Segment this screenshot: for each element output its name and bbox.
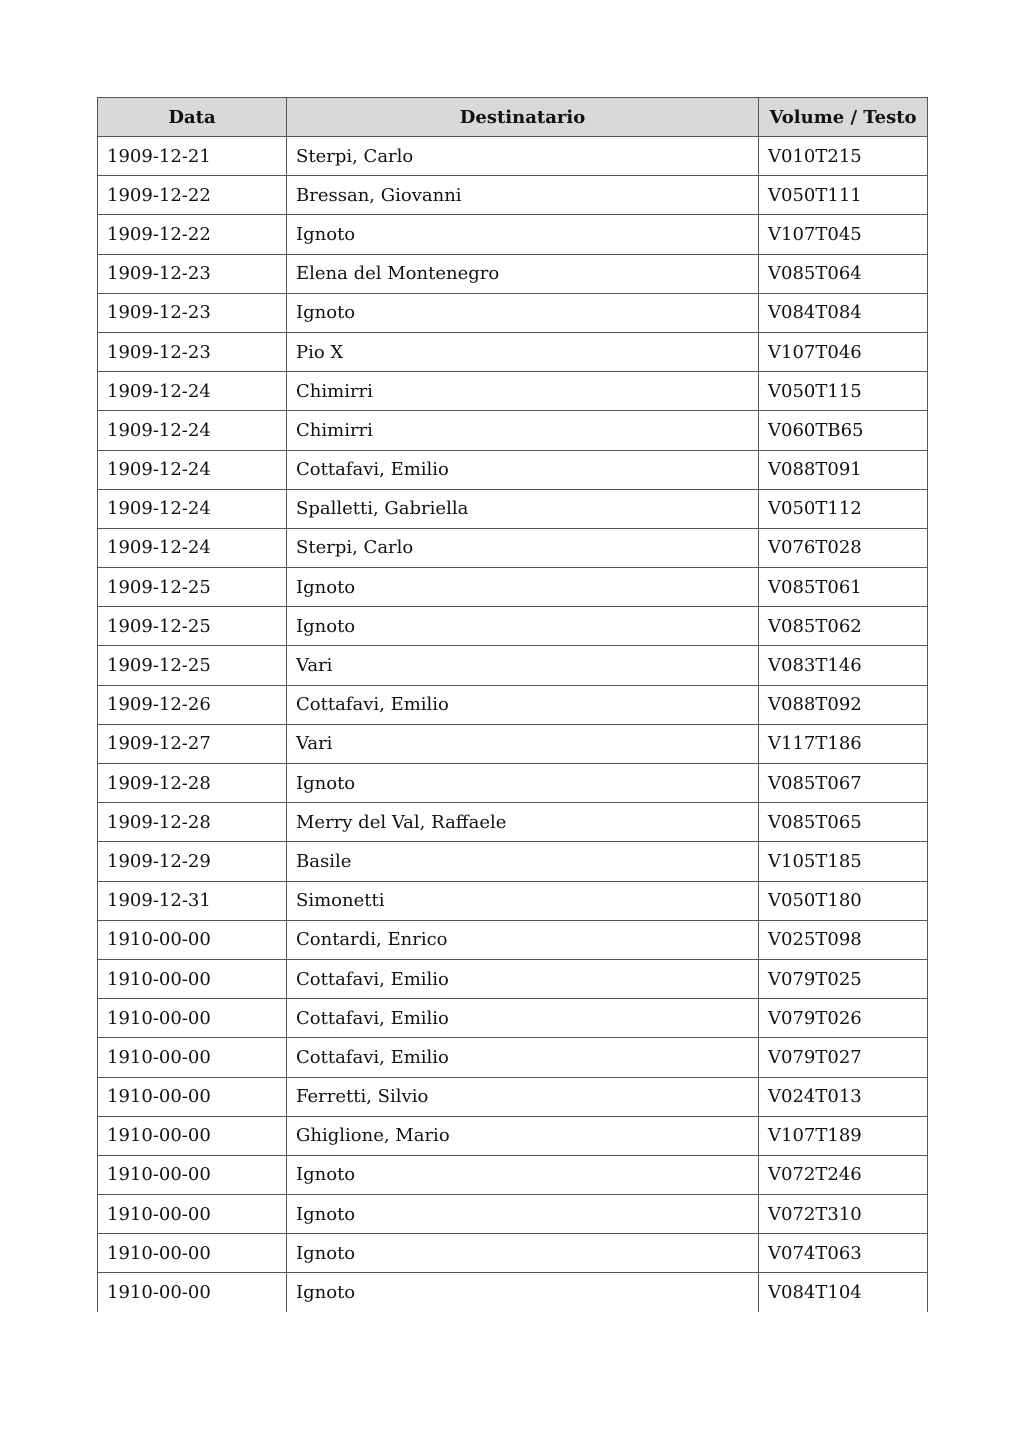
cell-recipient: Cottafavi, Emilio [287,450,759,489]
table-body [98,137,928,1313]
cell-date: 1909-12-24 [98,489,287,528]
cell-date: 1910-00-00 [98,999,287,1038]
cell-date: 1909-12-23 [98,293,287,332]
cell-date: 1910-00-00 [98,959,287,998]
cell-volume: V050T180 [759,881,928,920]
cell-date: 1909-12-25 [98,568,287,607]
cell-volume: V083T146 [759,646,928,685]
cell-volume: V085T062 [759,607,928,646]
table-row [98,332,928,371]
table-row [98,1077,928,1116]
table-row [98,1234,928,1273]
cell-volume: V107T045 [759,215,928,254]
cell-date: 1909-12-28 [98,764,287,803]
cell-volume: V085T064 [759,254,928,293]
cell-date: 1909-12-23 [98,332,287,371]
cell-volume: V050T115 [759,372,928,411]
cell-recipient: Pio X [287,332,759,371]
header-recipient: Destinatario [287,98,759,137]
letters-register-table [97,97,928,1312]
table-row [98,646,928,685]
cell-date: 1910-00-00 [98,920,287,959]
cell-recipient: Cottafavi, Emilio [287,959,759,998]
cell-date: 1910-00-00 [98,1155,287,1194]
cell-recipient: Spalletti, Gabriella [287,489,759,528]
cell-recipient: Vari [287,724,759,763]
table-row [98,685,928,724]
table-row [98,959,928,998]
cell-volume: V085T061 [759,568,928,607]
cell-recipient: Ignoto [287,1234,759,1273]
cell-volume: V076T028 [759,528,928,567]
cell-date: 1910-00-00 [98,1195,287,1234]
cell-recipient: Cottafavi, Emilio [287,685,759,724]
table-row [98,1038,928,1077]
cell-volume: V024T013 [759,1077,928,1116]
table-row [98,881,928,920]
cell-date: 1909-12-24 [98,450,287,489]
table-row [98,411,928,450]
cell-volume: V079T027 [759,1038,928,1077]
cell-volume: V107T046 [759,332,928,371]
cell-recipient: Ignoto [287,215,759,254]
cell-date: 1909-12-28 [98,803,287,842]
cell-volume: V025T098 [759,920,928,959]
cell-date: 1909-12-24 [98,372,287,411]
cell-volume: V072T246 [759,1155,928,1194]
cell-recipient: Ignoto [287,607,759,646]
cell-date: 1909-12-23 [98,254,287,293]
cell-date: 1910-00-00 [98,1234,287,1273]
cell-recipient: Sterpi, Carlo [287,528,759,567]
table-row [98,293,928,332]
cell-recipient: Ignoto [287,1195,759,1234]
table-row [98,1195,928,1234]
cell-volume: V088T092 [759,685,928,724]
cell-date: 1910-00-00 [98,1038,287,1077]
table-row [98,724,928,763]
table-row [98,803,928,842]
header-row [98,98,928,137]
cell-volume: V060TB65 [759,411,928,450]
table-header [98,98,928,137]
cell-volume: V085T065 [759,803,928,842]
cell-date: 1910-00-00 [98,1273,287,1312]
cell-date: 1909-12-31 [98,881,287,920]
cell-recipient: Vari [287,646,759,685]
cell-recipient: Ferretti, Silvio [287,1077,759,1116]
header-date: Data [98,98,287,137]
cell-date: 1909-12-27 [98,724,287,763]
table-row [98,215,928,254]
table-row [98,1116,928,1155]
cell-recipient: Sterpi, Carlo [287,137,759,176]
cell-recipient: Basile [287,842,759,881]
cell-volume: V079T026 [759,999,928,1038]
cell-date: 1910-00-00 [98,1077,287,1116]
cell-recipient: Elena del Montenegro [287,254,759,293]
cell-date: 1909-12-26 [98,685,287,724]
cell-recipient: Ghiglione, Mario [287,1116,759,1155]
cell-recipient: Chimirri [287,372,759,411]
cell-date: 1909-12-25 [98,646,287,685]
cell-recipient: Chimirri [287,411,759,450]
cell-recipient: Cottafavi, Emilio [287,1038,759,1077]
cell-recipient: Ignoto [287,293,759,332]
cell-volume: V079T025 [759,959,928,998]
table-row [98,764,928,803]
cell-recipient: Merry del Val, Raffaele [287,803,759,842]
cell-recipient: Ignoto [287,1155,759,1194]
cell-volume: V084T084 [759,293,928,332]
table-row [98,842,928,881]
cell-date: 1909-12-22 [98,176,287,215]
cell-recipient: Cottafavi, Emilio [287,999,759,1038]
cell-volume: V010T215 [759,137,928,176]
table-row [98,450,928,489]
cell-date: 1909-12-29 [98,842,287,881]
cell-recipient: Ignoto [287,568,759,607]
cell-recipient: Simonetti [287,881,759,920]
table-row [98,920,928,959]
cell-volume: V085T067 [759,764,928,803]
cell-date: 1909-12-22 [98,215,287,254]
cell-volume: V105T185 [759,842,928,881]
cell-volume: V117T186 [759,724,928,763]
table-row [98,568,928,607]
cell-volume: V107T189 [759,1116,928,1155]
cell-date: 1909-12-24 [98,411,287,450]
table-row [98,999,928,1038]
cell-volume: V084T104 [759,1273,928,1312]
cell-recipient: Bressan, Giovanni [287,176,759,215]
cell-volume: V050T111 [759,176,928,215]
table-row [98,1273,928,1312]
table-row [98,528,928,567]
table-row [98,254,928,293]
cell-volume: V072T310 [759,1195,928,1234]
cell-date: 1910-00-00 [98,1116,287,1155]
table-row [98,1155,928,1194]
cell-volume: V050T112 [759,489,928,528]
cell-date: 1909-12-25 [98,607,287,646]
cell-recipient: Ignoto [287,1273,759,1312]
header-volume: Volume / Testo [759,98,928,137]
cell-volume: V088T091 [759,450,928,489]
table-row [98,489,928,528]
cell-recipient: Ignoto [287,764,759,803]
table-row [98,372,928,411]
table-row [98,607,928,646]
table-row [98,176,928,215]
cell-date: 1909-12-21 [98,137,287,176]
cell-volume: V074T063 [759,1234,928,1273]
cell-date: 1909-12-24 [98,528,287,567]
table-row [98,137,928,176]
cell-recipient: Contardi, Enrico [287,920,759,959]
